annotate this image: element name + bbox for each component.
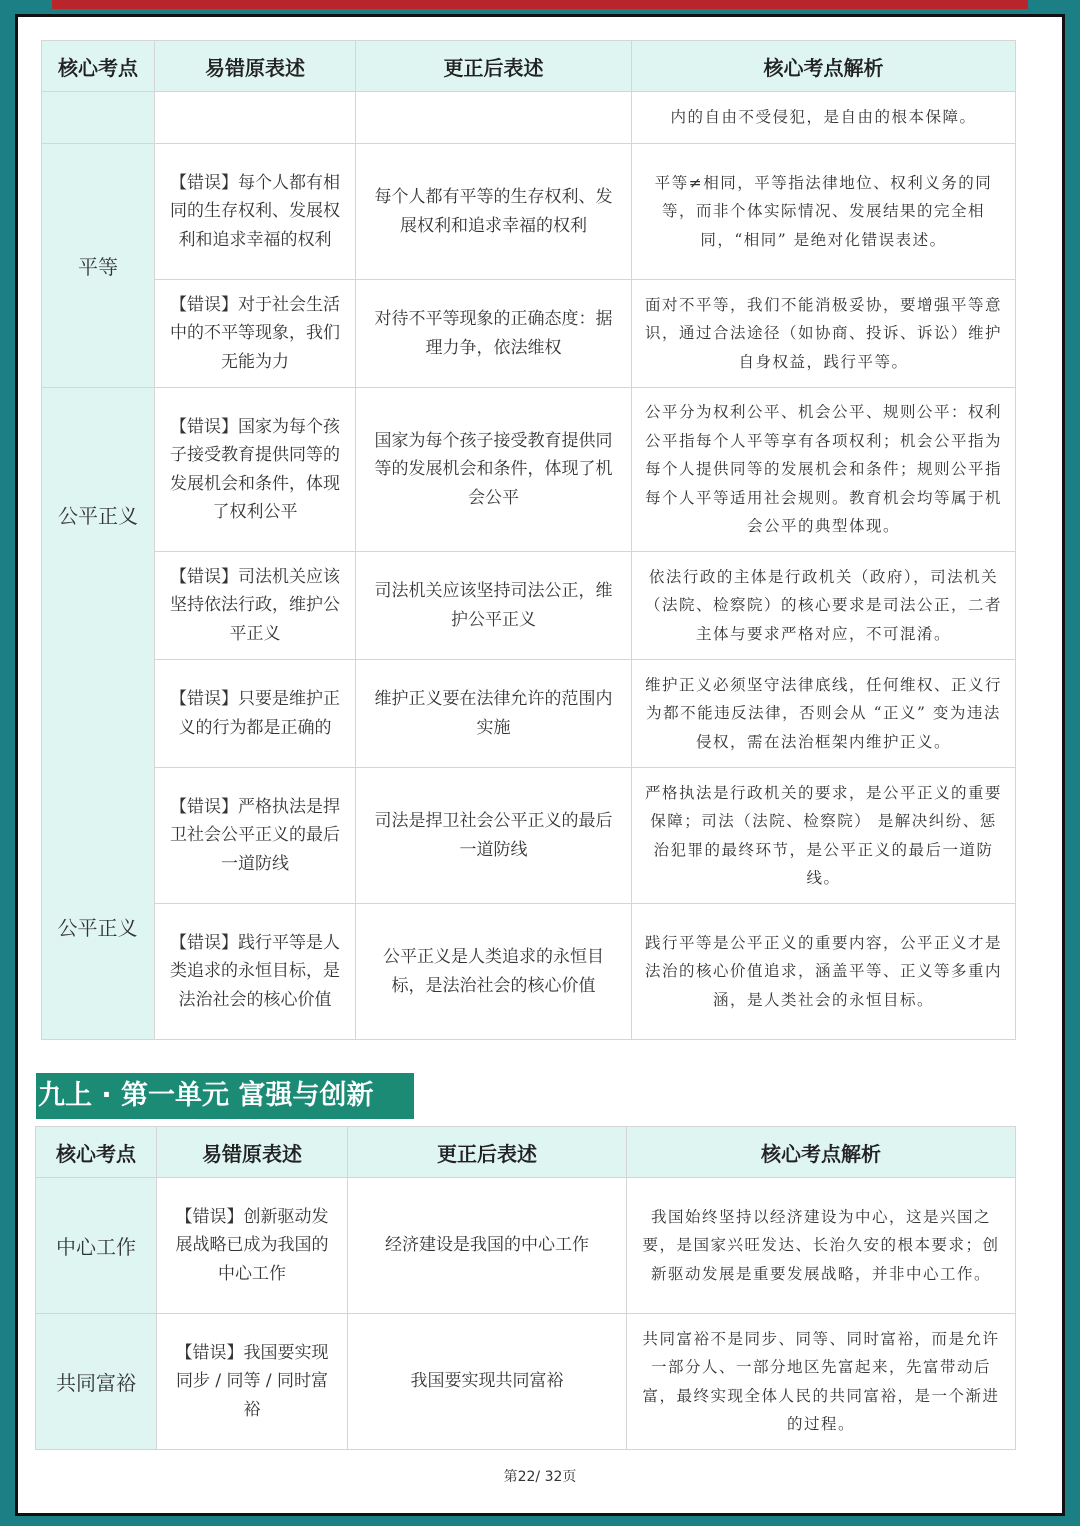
analysis-cell: 共同富裕不是同步、同等、同时富裕，而是允许一部分人、一部分地区先富起来，先富带动后富，最终实现全体人民的共同富裕，是一个渐进的过程。: [627, 1314, 1016, 1450]
table-row: [42, 552, 1016, 660]
original-statement-cell: 【错误】创新驱动发展战略已成为我国的中心工作: [157, 1178, 348, 1314]
table-row: [42, 280, 1016, 388]
analysis-cell: 面对不平等，我们不能消极妥协，要增强平等意识，通过合法途径（如协商、投诉、诉讼）维护自身权益，践行平等。: [632, 280, 1016, 388]
header-original-statement: 易错原表述: [155, 41, 356, 92]
original-statement-cell: 【错误】国家为每个孩子接受教育提供同等的发展机会和条件，体现了权利公平: [155, 388, 356, 552]
table-row: [42, 144, 1016, 280]
corrected-statement-cell: 国家为每个孩子接受教育提供同等的发展机会和条件，体现了机会公平: [356, 388, 632, 552]
original-statement-cell: 【错误】每个人都有相同的生存权利、发展权利和追求幸福的权利: [155, 144, 356, 280]
original-statement-cell: 【错误】践行平等是人类追求的永恒目标，是法治社会的核心价值: [155, 904, 356, 1040]
table-row: [36, 1178, 1016, 1314]
section-title: 九上 · 第一单元 富强与创新: [36, 1073, 414, 1119]
corrected-statement-cell: 对待不平等现象的正确态度：据理力争，依法维权: [356, 280, 632, 388]
header-corrected-statement: 更正后表述: [356, 41, 632, 92]
core-point-label: 公平正义: [58, 504, 138, 528]
error-correction-table-2: [35, 1126, 1016, 1450]
header-corrected-statement: 更正后表述: [348, 1127, 627, 1178]
header-analysis: 核心考点解析: [627, 1127, 1016, 1178]
analysis-cell: 平等≠相同，平等指法律地位、权利义务的同等，而非个体实际情况、发展结果的完全相同，“相同” 是绝对化错误表述。: [632, 144, 1016, 280]
header-original-statement: 易错原表述: [157, 1127, 348, 1178]
corrected-statement-cell: 维护正义要在法律允许的范围内实施: [356, 660, 632, 768]
corrected-statement-cell: 公平正义是人类追求的永恒目标，是法治社会的核心价值: [356, 904, 632, 1040]
core-point-cell: [42, 92, 155, 144]
header-core-point: 核心考点: [36, 1127, 157, 1178]
corrected-statement-cell: 每个人都有平等的生存权利、发展权利和追求幸福的权利: [356, 144, 632, 280]
table-row: [36, 1314, 1016, 1450]
table-row: [42, 388, 1016, 552]
original-statement-cell: 【错误】对于社会生活中的不平等现象，我们无能为力: [155, 280, 356, 388]
corrected-statement-cell: [356, 92, 632, 144]
table-row: [42, 660, 1016, 768]
error-correction-table-1: [41, 40, 1016, 1040]
core-point-cell: 平等: [42, 144, 155, 388]
header-core-point: 核心考点: [42, 41, 155, 92]
core-point-cell: 共同富裕: [36, 1314, 157, 1450]
original-statement-cell: [155, 92, 356, 144]
table-header-row: [36, 1127, 1016, 1178]
core-point-cell: 中心工作: [36, 1178, 157, 1314]
top-accent-bar: [52, 0, 1028, 9]
analysis-cell: 践行平等是公平正义的重要内容，公平正义才是法治的核心价值追求，涵盖平等、正义等多重内涵，是人类社会的永恒目标。: [632, 904, 1016, 1040]
analysis-cell: 维护正义必须坚守法律底线，任何维权、正义行为都不能违反法律，否则会从 “正义” 变为违法侵权，需在法治框架内维护正义。: [632, 660, 1016, 768]
analysis-cell: 我国始终坚持以经济建设为中心，这是兴国之要，是国家兴旺发达、长治久安的根本要求；创新驱动发展是重要发展战略，并非中心工作。: [627, 1178, 1016, 1314]
original-statement-cell: 【错误】司法机关应该坚持依法行政，维护公平正义: [155, 552, 356, 660]
analysis-cell: 公平分为权利公平、机会公平、规则公平：权利公平指每个人平等享有各项权利；机会公平指为每个人提供同等的发展机会和条件；规则公平指每个人平等适用社会规则。教育机会均等属于机会公平的典型体现。: [632, 388, 1016, 552]
analysis-cell: 严格执法是行政机关的要求，是公平正义的重要保障；司法（法院、检察院） 是解决纠纷、惩治犯罪的最终环节，是公平正义的最后一道防线。: [632, 768, 1016, 904]
analysis-cell: 依法行政的主体是行政机关（政府），司法机关（法院、检察院）的核心要求是司法公正，二者主体与要求严格对应，不可混淆。: [632, 552, 1016, 660]
original-statement-cell: 【错误】只要是维护正义的行为都是正确的: [155, 660, 356, 768]
original-statement-cell: 【错误】我国要实现同步 / 同等 / 同时富裕: [157, 1314, 348, 1450]
corrected-statement-cell: 我国要实现共同富裕: [348, 1314, 627, 1450]
analysis-cell: 内的自由不受侵犯，是自由的根本保障。: [632, 92, 1016, 144]
header-analysis: 核心考点解析: [632, 41, 1016, 92]
table-header-row: [42, 41, 1016, 92]
original-statement-cell: 【错误】严格执法是捍卫社会公平正义的最后一道防线: [155, 768, 356, 904]
corrected-statement-cell: 司法机关应该坚持司法公正，维护公平正义: [356, 552, 632, 660]
table-row: [42, 92, 1016, 144]
table-row: [42, 904, 1016, 1040]
core-point-label-repeat: 公平正义: [57, 916, 138, 940]
page-number: 第22/ 32页: [503, 1469, 577, 1485]
corrected-statement-cell: 司法是捍卫社会公平正义的最后一道防线: [356, 768, 632, 904]
core-point-cell: [42, 388, 155, 1040]
table-row: [42, 768, 1016, 904]
corrected-statement-cell: 经济建设是我国的中心工作: [348, 1178, 627, 1314]
